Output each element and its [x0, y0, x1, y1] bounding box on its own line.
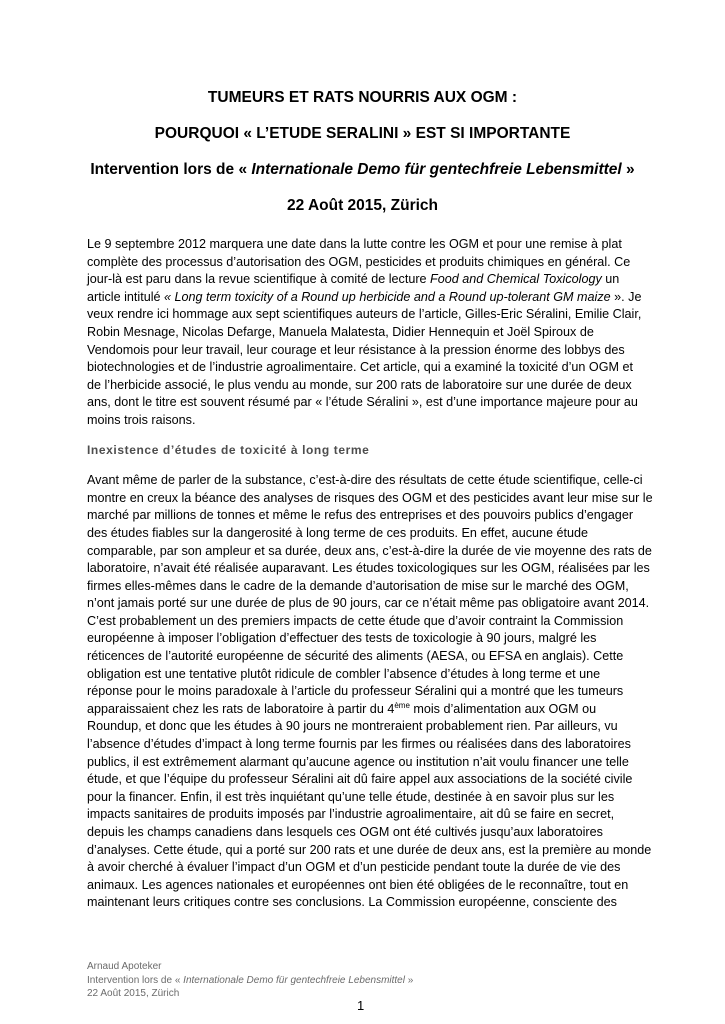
text-line: réticences de l’autorité européenne de sécurité des aliments (AESA, ou EFSA en anglais). Cette — [87, 649, 624, 664]
title-line-3-pre: Intervention lors de « — [90, 161, 252, 178]
document-body — [87, 236, 653, 912]
footer-event — [87, 974, 413, 988]
text-line: pour la financer. Enfin, il est très inquiétant qu’une telle étude, destinée à en savoir plus sur les — [87, 789, 615, 804]
title-line-4: 22 Août 2015, Zürich — [286, 197, 439, 214]
text-line: ans, dont le titre est souvent résumé par « l’étude Séralini », est d’une importance majeure pour au — [87, 395, 638, 410]
text-line: l’absence d’études d’impact à long terme fournis par les firmes ou réalisées dans des laboratoires — [87, 737, 631, 752]
text-line: Roundup, et donc que les études à 90 jours ne montreraient probablement rien. Par ailleurs, vu — [87, 719, 618, 734]
text-line: montre en creux la béance des analyses de risques des OGM et des pesticides avant leur mise sur le — [87, 490, 653, 505]
text-line: marché par millions de tonnes et même le refus des entreprises et des pouvoirs publics d’engager — [87, 508, 634, 523]
title-line-1: TUMEURS ET RATS NOURRIS AUX OGM : — [207, 89, 518, 106]
text-line: étude, et que l’équipe du professeur Séralini ait dû faire appel aux associations de la société civile — [87, 772, 633, 787]
text-line: Vendomois pour leur travail, leur courage et leur résistance à la pression énorme des lobbys des — [87, 342, 625, 357]
text-line: complète des processus d’autorisation des OGM, pesticides et produits chimiques en général. Ce — [87, 254, 631, 269]
title-line-2: POURQUOI « L’ETUDE SERALINI » EST SI IMPORTANTE — [154, 125, 571, 142]
text-line-pre: apparaissaient chez les rats de laboratoire à partir du 4 — [87, 701, 395, 716]
text-line: Le 9 septembre 2012 marquera une date dans la lutte contre les OGM et pour une remise à plat — [87, 237, 622, 251]
text-line: réponse pour le moins paradoxale à l’article du professeur Séralini qui a montré que les tumeurs — [87, 684, 624, 699]
text-line: veux rendre ici hommage aux sept scientifiques auteurs de l’article, Gilles-Eric Séralini, Emilie Clair, — [87, 307, 642, 322]
article-title: « Long term toxicity of a Round up herbicide and a Round up-tolerant GM maize — [164, 289, 611, 304]
text-line: impacts sanitaires de produits imposés par l’industrie agroalimentaire, ait dû se faire en secret, — [87, 807, 615, 822]
text-line: Avant même de parler de la substance, c’est-à-dire des résultats de cette étude scientifique, celle-ci — [87, 473, 643, 488]
text-line: maintenant leurs critiques contre ses conclusions. La Commission européenne, consciente des — [87, 895, 617, 910]
text-line: n’ont jamais porté sur une durée de plus de 90 jours, car ce n’était même pas obligatoire avant 2014. — [87, 596, 650, 611]
footer-event-name: Internationale Demo für gentechfreie Lebensmittel — [183, 974, 405, 986]
title-line-3-event: Internationale Demo für gentechfreie Lebensmittel — [251, 161, 622, 178]
text-line-post: un — [601, 272, 620, 287]
text-line: publics, il est extrêmement alarmant qu’aucune agence ou institution n’ait voulu financer une telle — [87, 754, 629, 769]
page-footer — [87, 960, 413, 1001]
text-line: firmes elles-mêmes dans le cadre de la demande d’autorisation de mise sur le marché des OGM, — [87, 578, 629, 593]
text-line: à avoir cherché à évaluer l’impact d’un OGM et d’un pesticide pendant toute la durée de vie des — [87, 860, 621, 875]
text-line — [87, 271, 643, 289]
text-line-pre: article intitulé — [87, 289, 164, 304]
text-line: européenne à imposer l’obligation d’effectuer des tests de toxicologie à 90 jours, malgré les — [87, 631, 597, 646]
title-line-3-post: » — [621, 161, 635, 178]
section-heading: Inexistence d’études de toxicité à long terme — [87, 442, 370, 457]
text-line: animaux. Les agences nationales et européennes ont bien été obligées de le reconnaître, tout en — [87, 877, 629, 892]
text-line: obligation est une tentative plutôt ridicule de combler l’absence d’études à long terme et une — [87, 666, 601, 681]
footer-author: Arnaud Apoteker — [87, 961, 162, 972]
page-number: 1 — [357, 998, 365, 1013]
text-line: Robin Mesnage, Nicolas Defarge, Manuela Malatesta, Didier Hennequin et Joël Spiroux de — [87, 324, 594, 339]
text-line — [87, 701, 643, 719]
text-line — [87, 289, 643, 307]
footer-event-post: » — [404, 974, 414, 986]
text-line-post: mois d’alimentation aux OGM ou — [409, 701, 597, 716]
text-line-post: ». Je — [610, 289, 642, 304]
paragraph-2 — [87, 472, 653, 912]
footer-event-pre: Intervention lors de « — [87, 974, 184, 986]
text-line: depuis les champs canadiens dans lesquels ces OGM ont été cultivés jusqu’aux laboratoires — [87, 825, 603, 839]
text-line: laboratoire, n’avait été réalisée auparavant. Les études toxicologiques sur les OGM, réalisées par les — [87, 561, 650, 576]
text-line-pre: jour-là est paru dans la revue scientifique à comité de lecture — [87, 272, 431, 287]
paragraph-1 — [87, 236, 643, 430]
text-line: C’est probablement un des premiers impacts de cette étude que d’avoir contraint la Commission — [87, 613, 624, 628]
title-line-3 — [60, 160, 665, 180]
text-line: comparable, par son ampleur et sa durée, deux ans, c’est-à-dire la durée de vie moyenne des rats de — [87, 543, 652, 558]
text-line: moins trois raisons. — [87, 412, 196, 427]
text-line: des études fiables sur la dangerosité à long terme de ces produits. En effet, aucune étude — [87, 525, 589, 540]
footer-date: 22 Août 2015, Zürich — [87, 988, 180, 999]
title-block — [60, 88, 665, 232]
ordinal-superscript: ème — [394, 700, 410, 710]
text-line: biotechnologies et de l’industrie agroalimentaire. Cet article, qui a examiné la toxicité d’un OGM et — [87, 360, 634, 375]
text-line: d’analyses. Cette étude, qui a porté sur 200 rats et une durée de deux ans, est la première au monde — [87, 842, 652, 857]
text-line: de l’herbicide associé, le plus vendu au monde, sur 200 rats de laboratoire sur une durée de deux — [87, 377, 632, 392]
journal-name: Food and Chemical Toxicology — [430, 272, 602, 287]
